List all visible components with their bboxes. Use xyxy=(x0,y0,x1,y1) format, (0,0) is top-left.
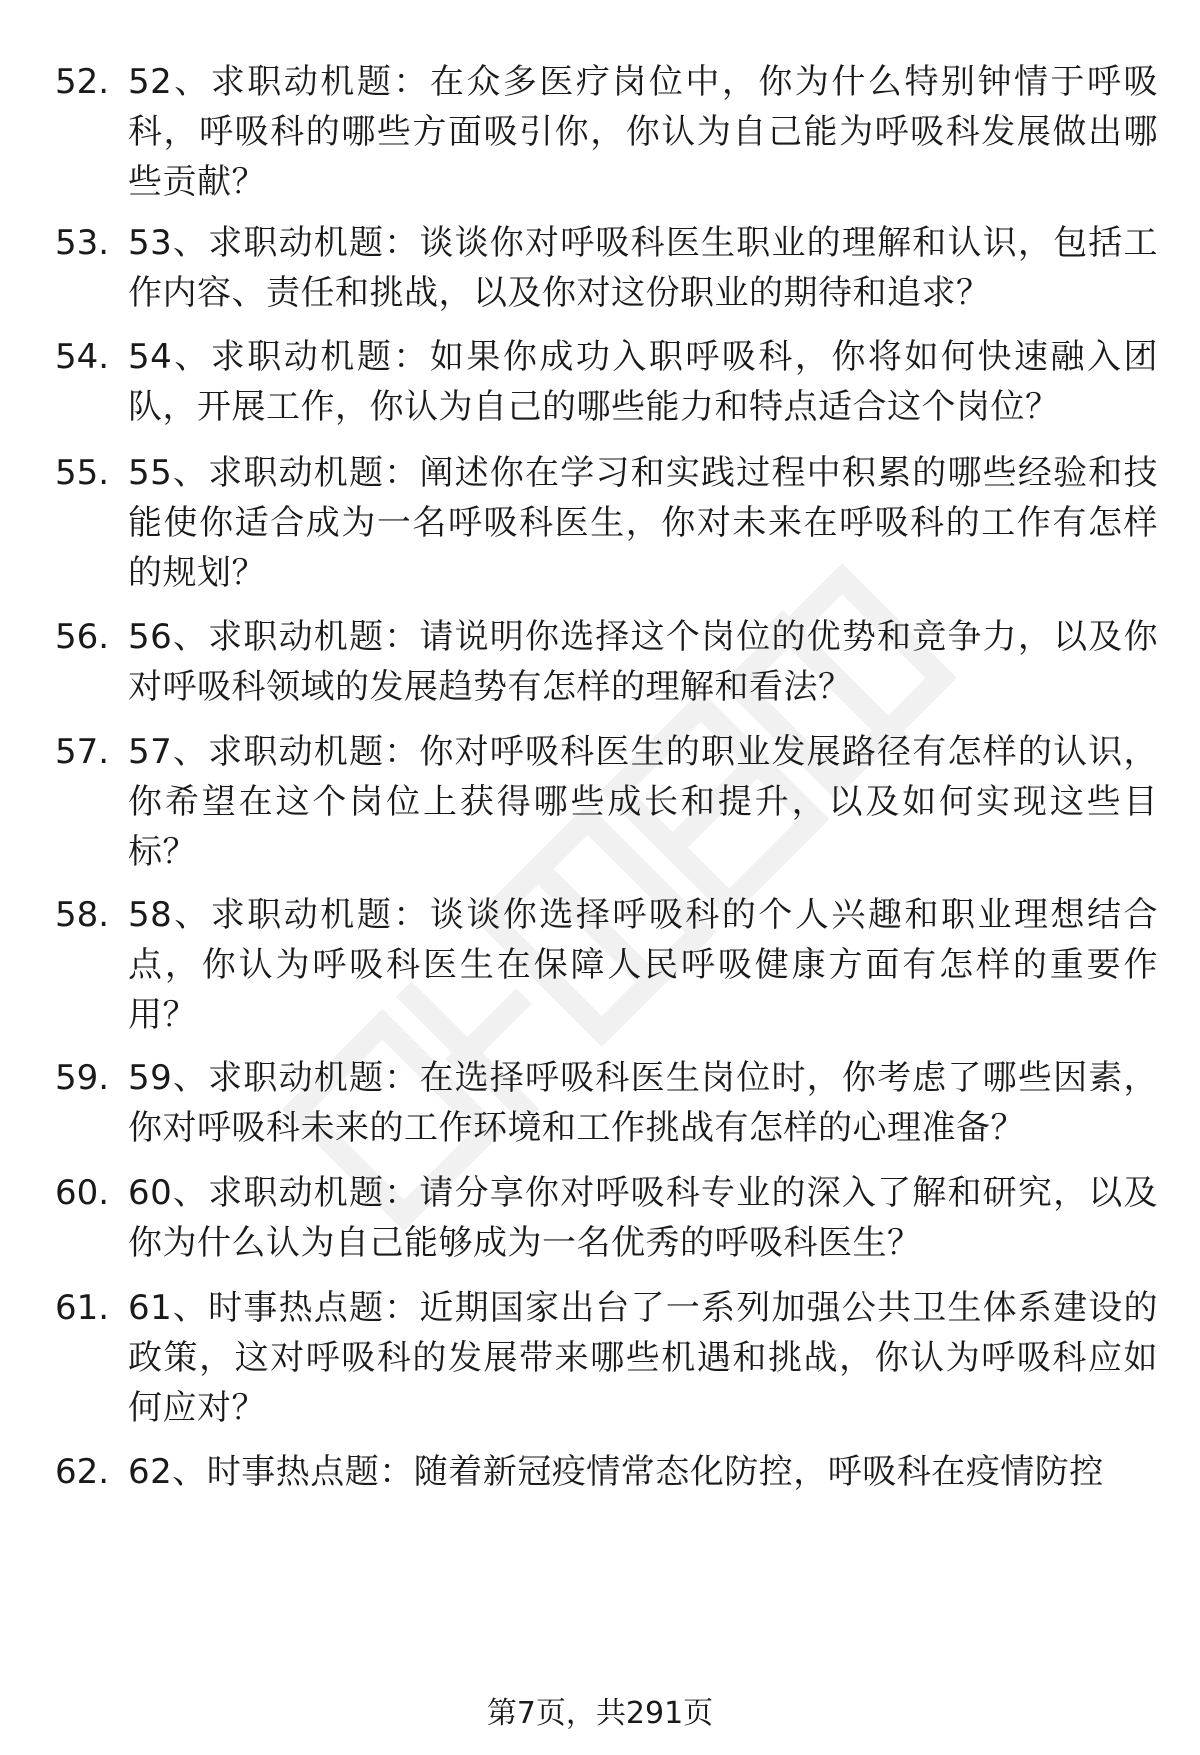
question-number: 57. xyxy=(55,732,110,772)
question-text: 56、求职动机题：请说明你选择这个岗位的优势和竞争力，以及你对呼吸科领域的发展趋势有怎样的理解和看法？ xyxy=(128,617,1158,707)
question-text: 55、求职动机题：阐述你在学习和实践过程中积累的哪些经验和技能使你适合成为一名呼吸科医生，你对未来在呼吸科的工作有怎样的规划？ xyxy=(128,453,1158,593)
question-text: 59、求职动机题：在选择呼吸科医生岗位时，你考虑了哪些因素，你对呼吸科未来的工作环境和工作挑战有怎样的心理准备？ xyxy=(128,1058,1158,1148)
question-text: 58、求职动机题：谈谈你选择呼吸科的个人兴趣和职业理想结合点，你认为呼吸科医生在保障人民呼吸健康方面有怎样的重要作用？ xyxy=(128,895,1158,1035)
question-number: 54. xyxy=(55,337,110,377)
question-text: 62、时事热点题：随着新冠疫情常态化防控，呼吸科在疫情防控 xyxy=(128,1452,1104,1492)
question-number: 53. xyxy=(55,223,110,263)
question-number: 55. xyxy=(55,453,110,493)
question-number: 62. xyxy=(55,1452,110,1492)
question-text: 61、时事热点题：近期国家出台了一系列加强公共卫生体系建设的政策，这对呼吸科的发展带来哪些机遇和挑战，你认为呼吸科应如何应对？ xyxy=(128,1288,1158,1428)
question-number: 61. xyxy=(55,1288,110,1328)
question-number: 52. xyxy=(55,62,110,102)
question-text: 54、求职动机题：如果你成功入职呼吸科，你将如何快速融入团队，开展工作，你认为自己的哪些能力和特点适合这个岗位？ xyxy=(128,337,1158,427)
question-text: 52、求职动机题：在众多医疗岗位中，你为什么特别钟情于呼吸科，呼吸科的哪些方面吸引你，你认为自己能为呼吸科发展做出哪些贡献？ xyxy=(128,62,1158,202)
question-number: 59. xyxy=(55,1058,110,1098)
page-number: 第7页，共291页 xyxy=(486,1696,714,1731)
question-text: 60、求职动机题：请分享你对呼吸科专业的深入了解和研究，以及你为什么认为自己能够成为一名优秀的呼吸科医生？ xyxy=(128,1173,1158,1263)
question-text: 57、求职动机题：你对呼吸科医生的职业发展路径有怎样的认识，你希望在这个岗位上获得哪些成长和提升，以及如何实现这些目标？ xyxy=(128,732,1158,872)
question-number: 56. xyxy=(55,617,110,657)
question-text: 53、求职动机题：谈谈你对呼吸科医生职业的理解和认识，包括工作内容、责任和挑战，以及你对这份职业的期待和追求？ xyxy=(128,223,1158,313)
question-number: 58. xyxy=(55,895,110,935)
question-number: 60. xyxy=(55,1173,110,1213)
